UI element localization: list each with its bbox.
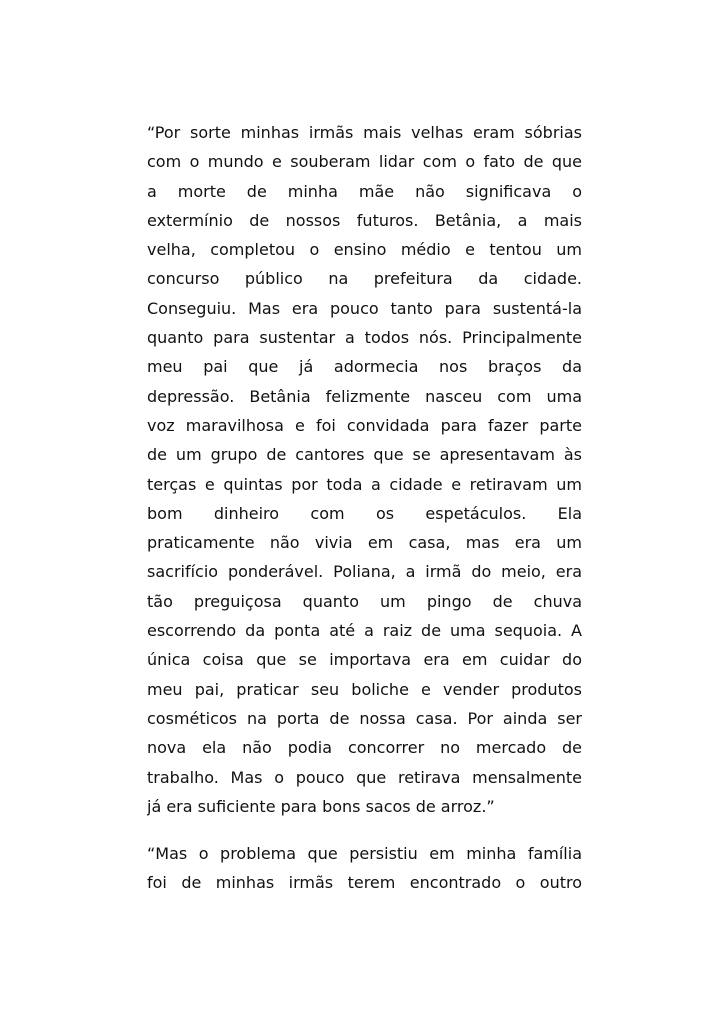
text-line: única coisa que se importava era em cuidar do: [147, 650, 582, 670]
text-line: concurso público na prefeitura da cidade.: [147, 269, 582, 289]
text-line: voz maravilhosa e foi convidada para fazer parte: [147, 415, 582, 435]
text-line: velha, completou o ensino médio e tentou um: [147, 240, 582, 260]
text-line: meu pai que já adormecia nos braços da: [147, 357, 582, 377]
text-line: Conseguiu. Mas era pouco tanto para sustentá-la: [147, 298, 582, 318]
text-line: meu pai, praticar seu boliche e vender produtos: [147, 679, 582, 699]
text-line: com o mundo e souberam lidar com o fato de que: [147, 152, 582, 172]
text-line: praticamente não vivia em casa, mas era um: [147, 533, 582, 553]
text-line: extermínio de nossos futuros. Betânia, a mais: [147, 210, 582, 230]
text-line: depressão. Betânia felizmente nasceu com uma: [147, 386, 582, 406]
text-line: sacrifício ponderável. Poliana, a irmã do meio, era: [147, 562, 582, 582]
text-line: a morte de minha mãe não significava o: [147, 181, 582, 201]
text-line: tão preguiçosa quanto um pingo de chuva: [147, 591, 582, 611]
text-line: terças e quintas por toda a cidade e retiravam um: [147, 474, 582, 494]
text-line: já era suficiente para bons sacos de arroz.”: [147, 796, 495, 816]
text-line: escorrendo da ponta até a raiz de uma sequoia. A: [147, 621, 582, 641]
text-line: de um grupo de cantores que se apresentavam às: [147, 445, 582, 465]
text-line: “Mas o problema que persistiu em minha família: [147, 844, 582, 863]
text-line: foi de minhas irmãs terem encontrado o outro: [147, 873, 582, 893]
text-line: “Por sorte minhas irmãs mais velhas eram sóbrias: [147, 123, 582, 142]
text-line: bom dinheiro com os espetáculos. Ela: [147, 503, 582, 523]
paragraph: [147, 118, 582, 821]
text-line: trabalho. Mas o pouco que retirava mensalmente: [147, 767, 582, 787]
text-line: nova ela não podia concorrer no mercado de: [147, 738, 582, 758]
text-line: cosméticos na porta de nossa casa. Por ainda ser: [147, 708, 582, 728]
paragraph: [147, 839, 582, 898]
text-line: quanto para sustentar a todos nós. Principalmente: [147, 328, 582, 348]
